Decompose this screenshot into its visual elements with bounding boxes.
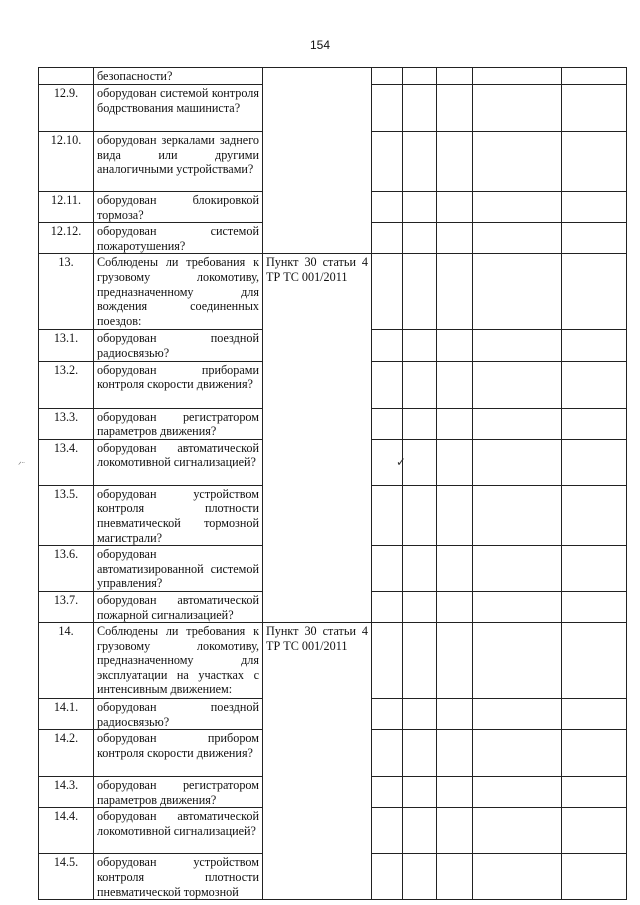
row-number: 13.2. [39,361,94,408]
notes-cell-extra [562,699,627,730]
answer-cell-yes [372,777,403,808]
row-number: 12.10. [39,132,94,192]
answer-cell-no [403,361,437,408]
page-number: 154 [309,38,331,52]
row-number: 12.12. [39,223,94,254]
notes-cell-extra [562,485,627,545]
notes-cell [473,223,562,254]
row-question: оборудован устройством контроля плотности пневматической тормозной [94,854,263,900]
notes-cell [473,854,562,900]
answer-cell-no [403,439,437,485]
answer-cell-na [437,330,473,361]
answer-cell-na [437,223,473,254]
answer-cell-no [403,699,437,730]
answer-cell-yes [372,546,403,592]
row-number: 14.4. [39,808,94,854]
notes-cell-extra [562,439,627,485]
answer-cell-na [437,777,473,808]
row-number: 13.3. [39,408,94,439]
answer-cell-yes [372,730,403,777]
row-reference: Пункт 30 статьи 4 ТР ТС 001/2011 [263,623,372,900]
answer-cell-no [403,85,437,132]
answer-cell-no [403,623,437,699]
notes-cell-extra [562,408,627,439]
row-number: 13.7. [39,591,94,622]
notes-cell-extra [562,623,627,699]
notes-cell-extra [562,591,627,622]
answer-cell-no [403,254,437,330]
notes-cell-extra [562,330,627,361]
row-question: оборудован поездной радиосвязью? [94,330,263,361]
row-number: 13.1. [39,330,94,361]
answer-cell-no [403,591,437,622]
answer-cell-na [437,408,473,439]
table-row [39,68,627,85]
row-number: 14. [39,623,94,699]
answer-cell-no [403,777,437,808]
answer-cell-na [437,85,473,132]
answer-cell-yes [372,68,403,85]
notes-cell-extra [562,730,627,777]
notes-cell [473,623,562,699]
answer-cell-no [403,808,437,854]
answer-cell-yes [372,330,403,361]
handwritten-checkmark: ✓ [396,455,407,469]
notes-cell-extra [562,132,627,192]
answer-cell-yes [372,854,403,900]
row-question: оборудован системой контроля бодрствования машиниста? [94,85,263,132]
row-number: 14.3. [39,777,94,808]
answer-cell-yes [372,85,403,132]
answer-cell-na [437,808,473,854]
answer-cell-no [403,68,437,85]
notes-cell [473,330,562,361]
notes-cell-extra [562,254,627,330]
answer-cell-yes [372,192,403,223]
row-number: 14.2. [39,730,94,777]
row-question: оборудован автоматической пожарной сигнализацией? [94,591,263,622]
answer-cell-no [403,408,437,439]
answer-cell-no [403,485,437,545]
notes-cell [473,192,562,223]
row-number: 14.5. [39,854,94,900]
notes-cell [473,85,562,132]
notes-cell-extra [562,85,627,132]
notes-cell [473,546,562,592]
notes-cell-extra [562,808,627,854]
answer-cell-na [437,254,473,330]
answer-cell-yes [372,591,403,622]
notes-cell [473,808,562,854]
margin-scribble: ᐟ¨ [18,460,25,470]
answer-cell-no [403,330,437,361]
answer-cell-na [437,439,473,485]
row-question: оборудован регистратором параметров движения? [94,777,263,808]
row-number: 14.1. [39,699,94,730]
notes-cell [473,699,562,730]
row-question: Соблюдены ли требования к грузовому локомотиву, предназначенному для эксплуатации на участках с интенсивным движением: [94,623,263,699]
row-number: 13.5. [39,485,94,545]
table-row [39,254,627,330]
row-reference [263,68,372,254]
notes-cell [473,485,562,545]
notes-cell [473,361,562,408]
row-question: оборудован прибором контроля скорости движения? [94,730,263,777]
row-number: 12.9. [39,85,94,132]
notes-cell-extra [562,854,627,900]
answer-cell-na [437,68,473,85]
notes-cell-extra [562,192,627,223]
row-number [39,68,94,85]
row-question: оборудован системой пожаротушения? [94,223,263,254]
row-number: 13. [39,254,94,330]
answer-cell-na [437,623,473,699]
table-row [39,623,627,699]
answer-cell-na [437,730,473,777]
row-question: оборудован автоматизированной системой управления? [94,546,263,592]
row-question: оборудован регистратором параметров движения? [94,408,263,439]
answer-cell-na [437,132,473,192]
answer-cell-yes [372,254,403,330]
answer-cell-no [403,730,437,777]
notes-cell [473,591,562,622]
answer-cell-na [437,485,473,545]
notes-cell-extra [562,546,627,592]
notes-cell-extra [562,223,627,254]
notes-cell [473,730,562,777]
answer-cell-no [403,192,437,223]
row-question: безопасности? [94,68,263,85]
answer-cell-na [437,591,473,622]
answer-cell-na [437,361,473,408]
answer-cell-yes [372,485,403,545]
answer-cell-yes [372,808,403,854]
notes-cell [473,777,562,808]
answer-cell-no [403,223,437,254]
answer-cell-na [437,854,473,900]
answer-cell-yes [372,623,403,699]
row-question: оборудован устройством контроля плотности пневматической тормозной магистрали? [94,485,263,545]
answer-cell-na [437,699,473,730]
row-reference: Пункт 30 статьи 4 ТР ТС 001/2011 [263,254,372,623]
notes-cell [473,132,562,192]
answer-cell-yes [372,132,403,192]
notes-cell [473,439,562,485]
answer-cell-no [403,546,437,592]
row-number: 13.4. [39,439,94,485]
notes-cell-extra [562,68,627,85]
notes-cell [473,68,562,85]
answer-cell-na [437,192,473,223]
notes-cell [473,254,562,330]
row-question: оборудован автоматической локомотивной сигнализацией? [94,439,263,485]
row-question: оборудован блокировкой тормоза? [94,192,263,223]
answer-cell-yes [372,699,403,730]
notes-cell-extra [562,777,627,808]
row-question: Соблюдены ли требования к грузовому локомотиву, предназначенному для вождения соединенных поездов: [94,254,263,330]
answer-cell-yes [372,408,403,439]
answer-cell-yes [372,361,403,408]
row-question: оборудован зеркалами заднего вида или другими аналогичными устройствами? [94,132,263,192]
notes-cell-extra [562,361,627,408]
answer-cell-no [403,854,437,900]
row-question: оборудован приборами контроля скорости движения? [94,361,263,408]
notes-cell [473,408,562,439]
answer-cell-no [403,132,437,192]
row-question: оборудован автоматической локомотивной сигнализацией? [94,808,263,854]
answer-cell-yes [372,223,403,254]
row-question: оборудован поездной радиосвязью? [94,699,263,730]
answer-cell-yes [372,439,403,485]
answer-cell-na [437,546,473,592]
row-number: 13.6. [39,546,94,592]
row-number: 12.11. [39,192,94,223]
checklist-table [38,67,627,900]
